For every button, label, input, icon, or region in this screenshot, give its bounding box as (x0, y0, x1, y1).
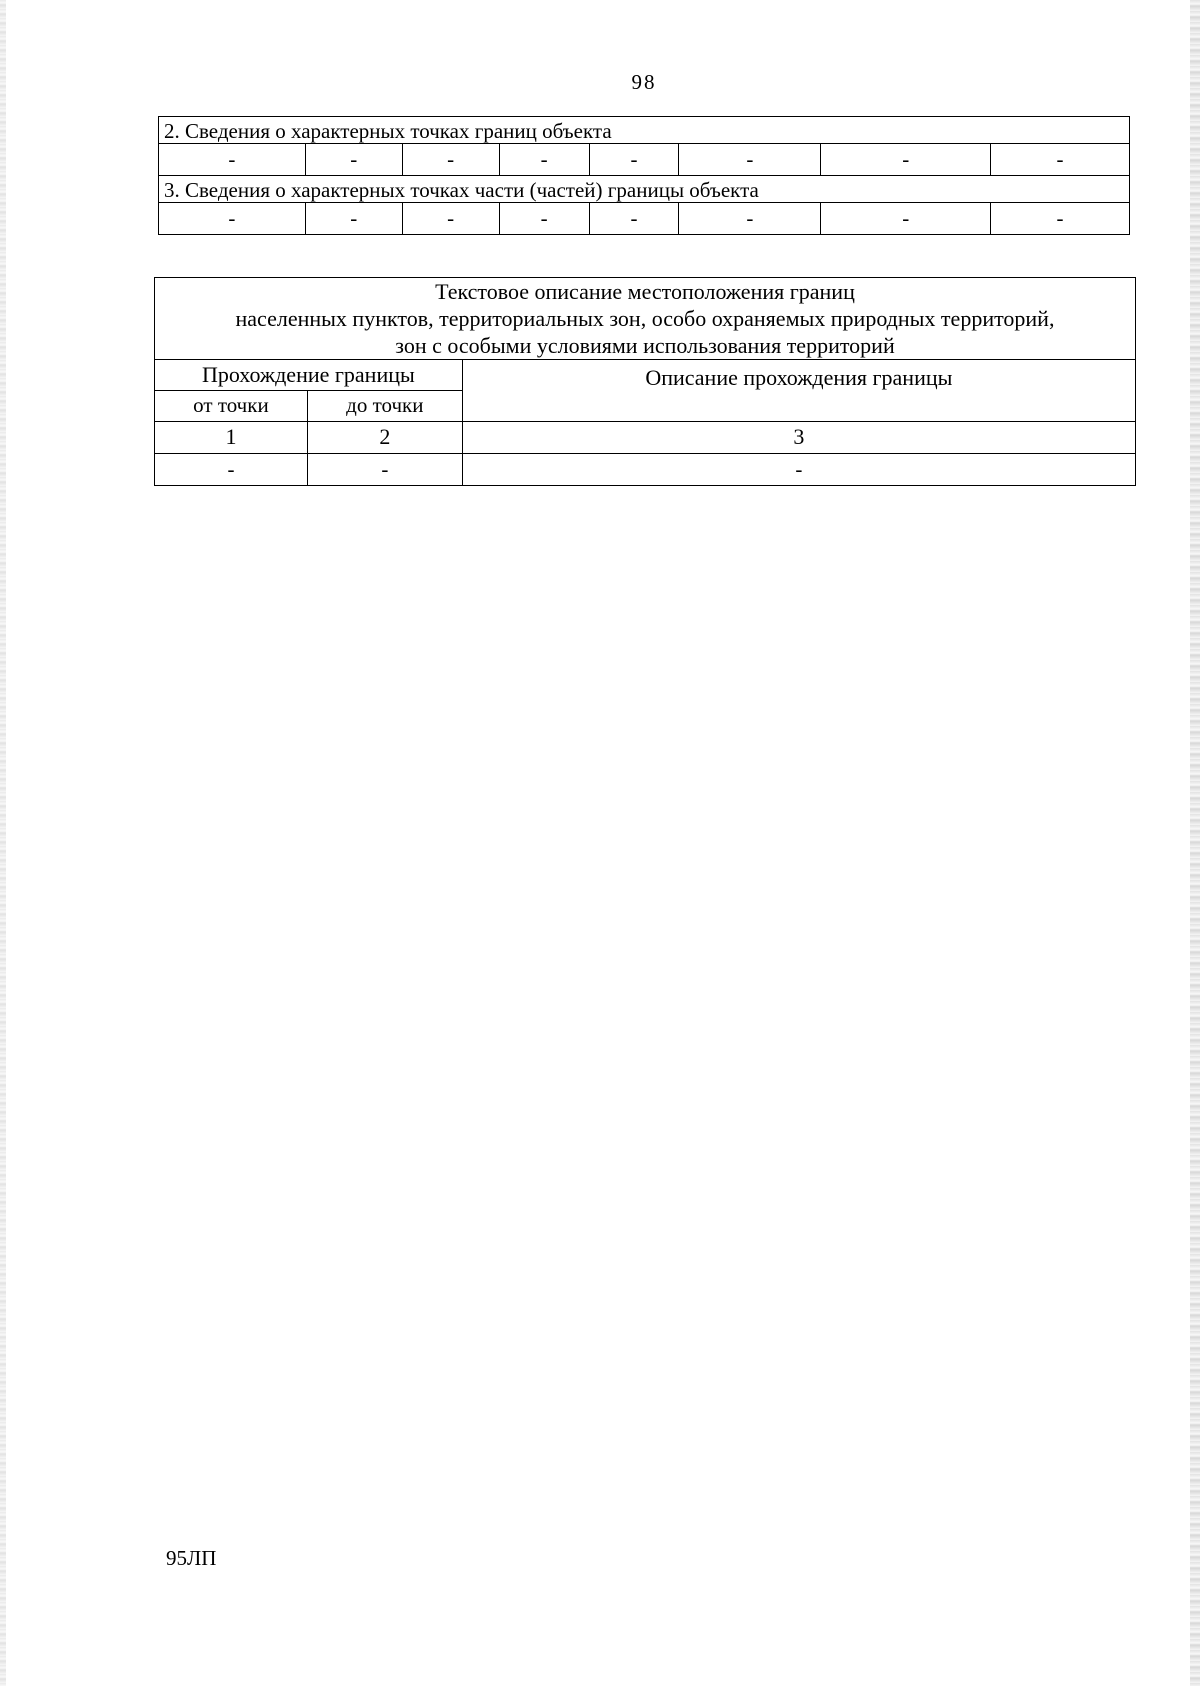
table-cell: - (499, 144, 589, 176)
scan-right-edge (1190, 0, 1200, 1686)
table-cell: - (991, 144, 1130, 176)
document-code: 95ЛП (166, 1546, 217, 1570)
section-2-data-row (159, 144, 1130, 176)
title-line-1: Текстовое описание местоположения границ (435, 279, 855, 304)
page-number: 98 (631, 70, 657, 94)
table-cell: - (159, 203, 306, 235)
table-cell: - (991, 203, 1130, 235)
table-row (155, 454, 1136, 486)
description-title (155, 278, 1136, 360)
section-3-header-row (159, 176, 1130, 203)
table-cell: - (159, 144, 306, 176)
characteristic-points-table (158, 116, 1130, 235)
section-3-title: 3. Сведения о характерных точках части (частей) границы объекта (159, 176, 1130, 203)
boundary-description-table (154, 277, 1136, 486)
column-number-row (155, 422, 1136, 454)
table-cell: - (402, 203, 499, 235)
section-2-header-row (159, 117, 1130, 144)
header-row-1 (155, 360, 1136, 391)
header-boundary-description: Описание прохождения границы (462, 360, 1135, 422)
title-line-3: зон с особыми условиями использования территорий (395, 333, 895, 358)
description-title-row (155, 278, 1136, 360)
header-boundary-passage: Прохождение границы (155, 360, 463, 391)
table-cell: - (305, 203, 402, 235)
table-cell: - (821, 144, 991, 176)
header-from-point: от точки (155, 391, 308, 422)
table-cell: - (589, 203, 679, 235)
table-cell: - (589, 144, 679, 176)
header-to-point: до точки (307, 391, 462, 422)
column-number: 1 (155, 422, 308, 454)
table-cell: - (155, 454, 308, 486)
table-cell: - (462, 454, 1135, 486)
scan-left-edge (0, 0, 6, 1686)
table-cell: - (679, 144, 821, 176)
column-number: 3 (462, 422, 1135, 454)
table-cell: - (679, 203, 821, 235)
section-2-title: 2. Сведения о характерных точках границ объекта (159, 117, 1130, 144)
table-cell: - (305, 144, 402, 176)
title-line-2: населенных пунктов, территориальных зон, особо охраняемых природных территорий, (235, 306, 1055, 331)
table-cell: - (402, 144, 499, 176)
table-cell: - (307, 454, 462, 486)
table-cell: - (499, 203, 589, 235)
section-3-data-row (159, 203, 1130, 235)
column-number: 2 (307, 422, 462, 454)
table-cell: - (821, 203, 991, 235)
